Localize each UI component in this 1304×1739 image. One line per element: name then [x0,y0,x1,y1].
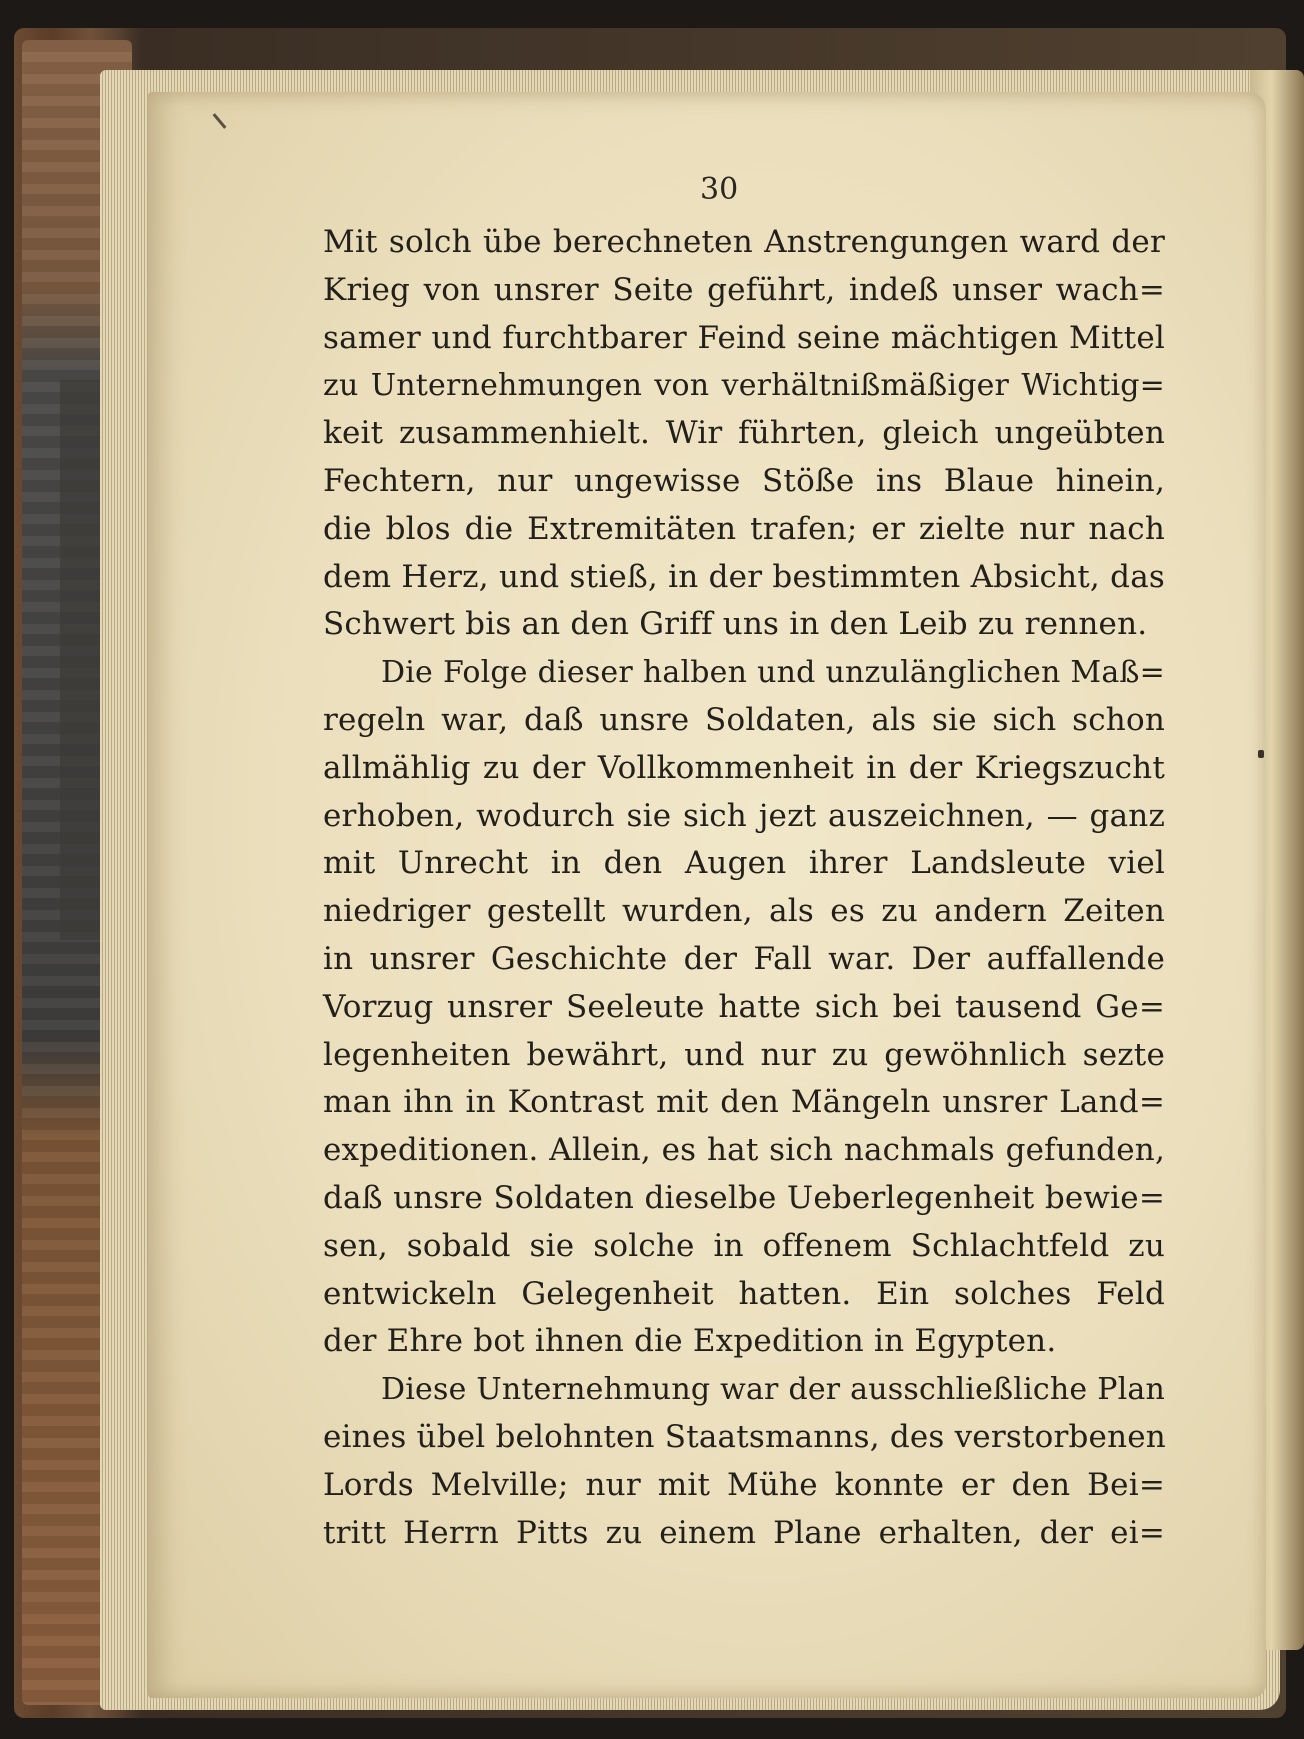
text-line: erhoben, wodurch sie sich jezt auszeichnen, — ganz [323,797,1165,834]
page-number: 30 [700,172,739,207]
text-line: legenheiten bewährt, und nur zu gewöhnlich sezte [323,1036,1165,1073]
text-line: Diese Unternehmung war der ausschließliche Plan [381,1372,1165,1408]
text-line: Die Folge dieser halben und unzulänglichen Maß= [381,655,1165,691]
body-text [323,219,1165,1557]
text-line: Mit solch übe berechneten Anstrengungen ward der [323,224,1165,260]
text-line: eines übel belohnten Staatsmanns, des verstorbenen [323,1418,1166,1455]
text-line: keit zusammenhielt. Wir führten, gleich ungeübten [323,415,1165,452]
paragraph [323,1366,1165,1557]
text-line: mit Unrecht in den Augen ihrer Landsleute viel [323,845,1165,882]
text-line: allmählig zu der Vollkommenheit in der Kriegszucht [323,749,1165,786]
text-line: samer und furchtbarer Feind seine mächtigen Mittel [323,319,1165,356]
text-line: tritt Herrn Pitts zu einem Plane erhalten, der ei= [323,1514,1165,1551]
text-line: man ihn in Kontrast mit den Mängeln unsrer Land= [323,1084,1165,1121]
text-line: entwickeln Gelegenheit hatten. Ein solches Feld [323,1275,1165,1312]
text-line: niedriger gestellt wurden, als es zu andern Zeiten [323,893,1165,930]
text-line: der Ehre bot ihnen die Expedition in Egypten. [323,1323,1057,1360]
text-line: expeditionen. Allein, es hat sich nachmals gefunden, [323,1132,1165,1169]
text-line: daß unsre Soldaten dieselbe Ueberlegenheit bewie= [323,1179,1165,1216]
text-line: in unsrer Geschichte der Fall war. Der auffallende [323,940,1165,977]
text-line: sen, sobald sie solche in offenem Schlachtfeld zu [323,1227,1165,1264]
text-line: Schwert bis an den Griff uns in den Leib zu rennen. [323,606,1148,643]
text-line: Lords Melville; nur mit Mühe konnte er den Bei= [323,1466,1165,1503]
text-line: Krieg von unsrer Seite geführt, indeß unser wach= [323,271,1165,308]
text-line: Fechtern, nur ungewisse Stöße ins Blaue hinein, [323,462,1165,499]
text-line: Vorzug unsrer Seeleute hatte sich bei tausend Ge= [323,988,1165,1025]
text-line: dem Herz, und stieß, in der bestimmten Absicht, das [323,558,1165,595]
edge-spot [1258,750,1264,758]
text-line: regeln war, daß unsre Soldaten, als sie sich schon [323,701,1165,738]
text-line: zu Unternehmungen von verhältnißmäßiger Wichtig= [323,368,1165,404]
paragraph [323,649,1165,1366]
paragraph [323,219,1165,649]
text-line: die blos die Extremitäten trafen; er zielte nur nach [323,510,1165,547]
